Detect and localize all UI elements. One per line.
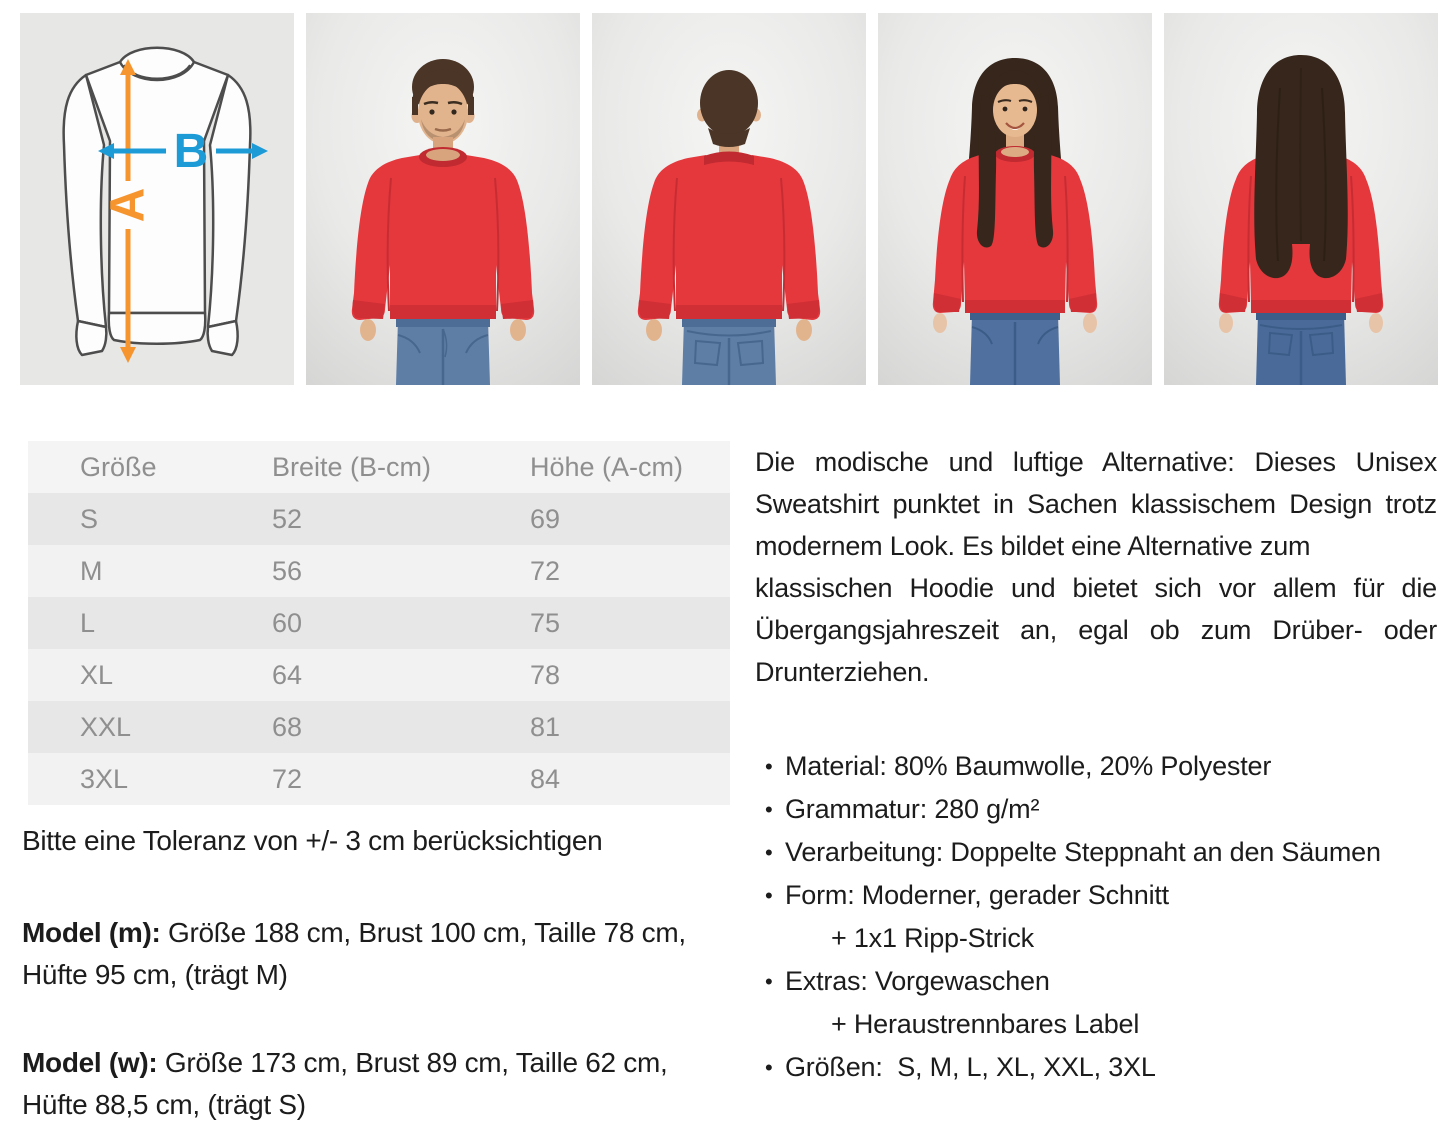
jeans-back xyxy=(1256,313,1346,385)
details-section xyxy=(0,441,1445,1126)
label-b: B xyxy=(173,125,209,178)
hand xyxy=(360,319,376,341)
right-cuff xyxy=(208,321,238,355)
size-chart-column xyxy=(20,441,735,1126)
col-header-height: Höhe (A-cm) xyxy=(530,451,684,482)
male-model-back-illustration xyxy=(592,13,866,385)
size-row: 3XL 72 84 xyxy=(28,753,730,805)
female-model-back-photo xyxy=(1164,13,1438,385)
model-female-measurements xyxy=(22,1042,722,1126)
sweatshirt-outline-drawing xyxy=(64,48,251,355)
male-model-back-photo xyxy=(592,13,866,385)
jeans xyxy=(396,319,490,385)
hand xyxy=(646,319,662,341)
hand xyxy=(933,313,947,333)
jeans-back xyxy=(682,319,776,385)
size-row: S 52 69 xyxy=(28,493,730,545)
hand xyxy=(510,319,526,341)
size-table xyxy=(28,441,730,805)
description-line-2: klassischen Hoodie und bietet sich vor allem für die Übergangsjahreszeit an, egal ob zum Drüber- oder Drunterziehen. xyxy=(755,573,1437,687)
left-cuff xyxy=(76,321,106,355)
size-table-header-row xyxy=(28,441,730,493)
product-description-column xyxy=(755,441,1437,1126)
face xyxy=(418,82,468,144)
feature-material: • Material: 80% Baumwolle, 20% Polyester xyxy=(755,745,1437,788)
red-sweatshirt xyxy=(933,152,1097,313)
male-model-front-photo xyxy=(306,13,580,385)
hem-band xyxy=(109,313,206,344)
female-model-front-photo xyxy=(878,13,1152,385)
hem-band xyxy=(1251,300,1351,313)
hem-band xyxy=(965,300,1065,313)
feature-fit-rib: + 1x1 Ripp-Strick xyxy=(831,923,1034,953)
hand xyxy=(1369,313,1383,333)
description-line-1: Die modische und luftige Alternative: Dieses Unisex Sweatshirt punktet in Sachen klassischem Design trotz modernem Look. Es bildet eine Alternative zum xyxy=(755,447,1437,561)
female-model-front-illustration xyxy=(878,13,1152,385)
hem-band xyxy=(390,305,496,319)
hand xyxy=(796,319,812,341)
size-row: M 56 72 xyxy=(28,545,730,597)
model-female-details: Größe 173 cm, Brust 89 cm, Taille 62 cm, Hüfte 88,5 cm, (trägt S) xyxy=(22,1047,668,1120)
feature-grammage: • Grammatur: 280 g/m² xyxy=(755,788,1437,831)
product-description xyxy=(755,441,1437,693)
red-sweatshirt xyxy=(638,155,820,320)
jeans xyxy=(970,313,1060,385)
sweatshirt-measurement-diagram xyxy=(20,13,294,385)
size-row: XXL 68 81 xyxy=(28,701,730,753)
feature-fit: • Form: Moderner, gerader Schnitt xyxy=(755,874,1437,917)
size-row: L 60 75 xyxy=(28,597,730,649)
male-model-front-illustration xyxy=(306,13,580,385)
label-a: A xyxy=(101,187,155,223)
female-model-back-illustration xyxy=(1164,13,1438,385)
feature-sizes: • Größen: S, M, L, XL, XXL, 3XL xyxy=(755,1046,1437,1089)
col-header-size: Größe xyxy=(80,451,157,482)
hair-back xyxy=(700,70,758,136)
feature-extras-label: + Heraustrennbares Label xyxy=(831,1009,1140,1039)
feature-workmanship: • Verarbeitung: Doppelte Steppnaht an den Säumen xyxy=(755,831,1437,874)
size-diagram-panel xyxy=(20,13,294,385)
size-row: XL 64 78 xyxy=(28,649,730,701)
feature-extras: • Extras: Vorgewaschen xyxy=(755,960,1437,1003)
hem-band xyxy=(676,305,782,319)
product-image-gallery xyxy=(0,0,1445,385)
model-female-label: Model (w): xyxy=(22,1047,158,1078)
hand xyxy=(1219,313,1233,333)
model-male-details: Größe 188 cm, Brust 100 cm, Taille 78 cm, Hüfte 95 cm, (trägt M) xyxy=(22,917,686,990)
red-sweatshirt xyxy=(352,155,534,320)
product-feature-list xyxy=(755,745,1437,1089)
hand xyxy=(1083,313,1097,333)
model-male-label: Model (m): xyxy=(22,917,161,948)
tolerance-note: Bitte eine Toleranz von +/- 3 cm berücksichtigen xyxy=(22,825,603,856)
col-header-width: Breite (B-cm) xyxy=(272,451,432,482)
model-male-measurements xyxy=(22,912,722,996)
